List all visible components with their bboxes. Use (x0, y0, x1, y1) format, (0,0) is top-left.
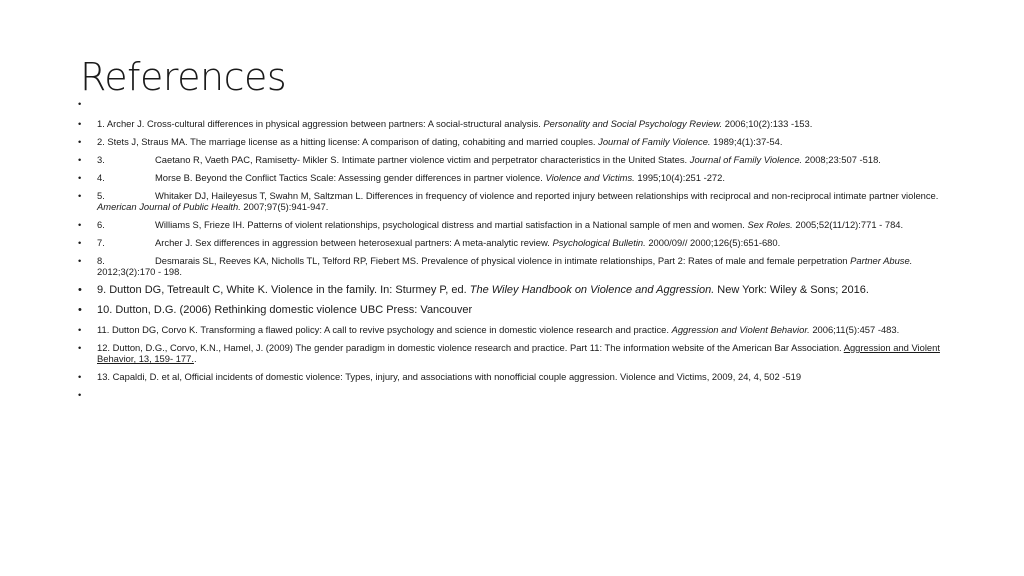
bullet-icon: • (78, 324, 82, 335)
reference-text: 13. Capaldi, D. et al, Official incidents of domestic violence: Types, injury, and associations with nonofficial couple aggression. Violence and Victims, 2009, 24, 4, 502 -519 (97, 371, 802, 382)
references-list (78, 98, 948, 409)
reference-text: 2. Stets J, Straus MA. The marriage license as a hitting license: A comparison of dating, cohabiting and married couples. (97, 136, 599, 147)
bullet-icon: • (78, 118, 82, 129)
bullet-icon: • (78, 190, 82, 201)
bullet-icon: • (78, 284, 82, 296)
reference-journal: Partner Abuse. (850, 255, 913, 266)
reference-number: 3. (97, 154, 105, 165)
reference-item (78, 371, 948, 382)
reference-details: 1989;4(1):37-54. (710, 136, 783, 147)
reference-number: 8. (97, 255, 105, 266)
reference-details: 2008;23:507 -518. (802, 154, 881, 165)
reference-journal: Psychological Bulletin. (552, 237, 646, 248)
reference-journal: The Wiley Handbook on Violence and Aggression. (469, 284, 715, 296)
reference-item (78, 190, 948, 212)
reference-text: Desmarais SL, Reeves KA, Nicholls TL, Telford RP, Fiebert MS. Prevalence of physical violence in intimate relationships, Part 2: Rates of male and female perpetration (155, 255, 851, 266)
reference-details: 2005;52(11/12):771 - 784. (792, 219, 904, 230)
bullet-icon: • (78, 172, 82, 183)
reference-item (78, 172, 948, 183)
reference-text: 10. Dutton, D.G. (2006) Rethinking domestic violence UBC Press: Vancouver (97, 304, 473, 316)
bullet-icon: • (78, 219, 82, 230)
reference-text: 12. Dutton, D.G., Corvo, K.N., Hamel, J. (2009) The gender paradigm in domestic violence research and practice. Part 11: The information website of the American Bar Association. (97, 342, 844, 353)
reference-link: Aggression and Violent Behavior, 13, 159- 177. (97, 342, 940, 364)
bullet-icon: • (78, 154, 82, 165)
reference-details: 2012;3(2):170 - 198. (97, 266, 182, 277)
reference-item (78, 154, 948, 165)
bullet-icon: • (78, 371, 82, 382)
reference-details: 2006;11(5):457 -483. (809, 324, 900, 335)
bullet-icon: • (78, 342, 82, 353)
slide-title: References (80, 55, 287, 99)
reference-text: 1. Archer J. Cross-cultural differences in physical aggression between partners: A social-structural analysis. (97, 118, 544, 129)
reference-number: 4. (97, 172, 105, 183)
bullet-icon: • (78, 304, 82, 316)
reference-journal: Journal of Family Violence. (598, 136, 711, 147)
reference-item (78, 255, 948, 277)
reference-journal: American Journal of Public Health. (97, 201, 241, 212)
reference-item (78, 118, 948, 129)
reference-details: 2007;97(5):941-947. (240, 201, 329, 212)
reference-item (78, 324, 948, 335)
reference-details: 2000/09// 2000;126(5):651-680. (645, 237, 781, 248)
bullet-icon: • (78, 136, 82, 147)
reference-details: 1995;10(4):251 -272. (634, 172, 725, 183)
reference-item (78, 342, 948, 364)
bullet-icon: • (78, 98, 82, 109)
reference-text: Archer J. Sex differences in aggression between heterosexual partners: A meta-analytic review. (155, 237, 553, 248)
reference-journal: Aggression and Violent Behavior. (671, 324, 810, 335)
reference-text: Morse B. Beyond the Conflict Tactics Scale: Assessing gender differences in partner violence. (155, 172, 546, 183)
reference-text: Caetano R, Vaeth PAC, Ramisetty- Mikler S. Intimate partner violence victim and perpetrator characteristics in the United States. (155, 154, 690, 165)
reference-item (78, 219, 948, 230)
reference-number: 6. (97, 219, 105, 230)
reference-number: 5. (97, 190, 105, 201)
reference-details: New York: Wiley & Sons; 2016. (714, 284, 869, 296)
reference-journal: Personality and Social Psychology Review. (543, 118, 723, 129)
reference-journal: Violence and Victims. (545, 172, 635, 183)
bullet-icon: • (78, 255, 82, 266)
reference-details: 2006;10(2):133 -153. (722, 118, 813, 129)
reference-number: 7. (97, 237, 105, 248)
reference-item (78, 136, 948, 147)
reference-text: Whitaker DJ, Haileyesus T, Swahn M, Saltzman L. Differences in frequency of violence and reported injury between relationships with reciprocal and non-reciprocal intimate partner violence. (155, 190, 939, 201)
empty-bullet-top (78, 98, 948, 109)
empty-bullet-bottom (78, 389, 948, 400)
reference-text: 11. Dutton DG, Corvo K. Transforming a flawed policy: A call to revive psychology and science in domestic violence research and practice. (97, 324, 672, 335)
reference-text: Williams S, Frieze IH. Patterns of violent relationships, psychological distress and martial satisfaction in a National sample of men and women. (155, 219, 748, 230)
reference-text: 9. Dutton DG, Tetreault C, White K. Violence in the family. In: Sturmey P, ed. (97, 284, 470, 296)
reference-journal: Sex Roles. (747, 219, 793, 230)
reference-details: . (193, 353, 197, 364)
reference-item (78, 284, 948, 297)
reference-item (78, 237, 948, 248)
reference-journal: Journal of Family Violence. (689, 154, 803, 165)
reference-item (78, 304, 948, 317)
bullet-icon: • (78, 237, 82, 248)
bullet-icon: • (78, 389, 82, 400)
